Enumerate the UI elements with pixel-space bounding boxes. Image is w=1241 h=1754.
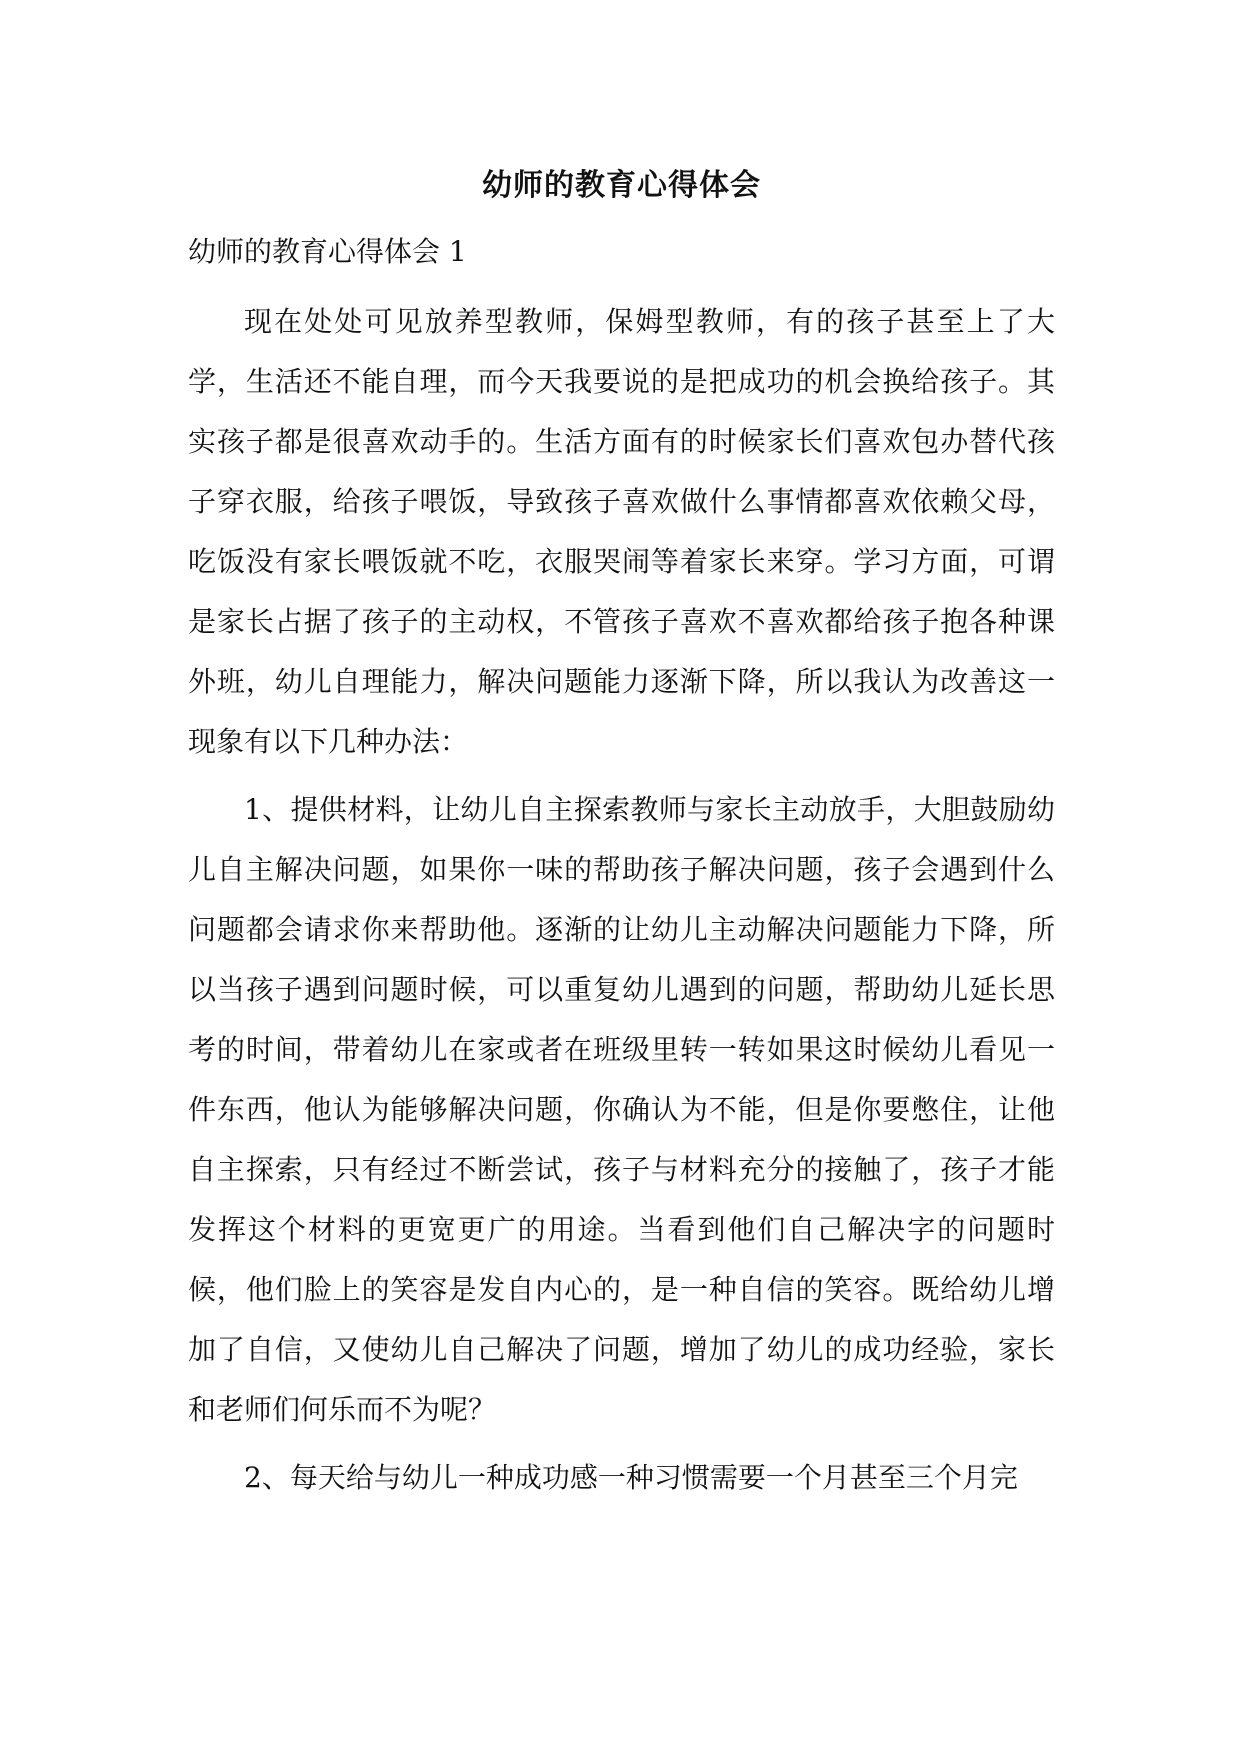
paragraph-point-1: 1、提供材料，让幼儿自主探索教师与家长主动放手，大胆鼓励幼儿自主解决问题，如果你一味的帮助孩子解决问题，孩子会遇到什么问题都会请求你来帮助他。逐渐的让幼儿主动解决问题能力下降，所以当孩子遇到问题时候，可以重复幼儿遇到的问题，帮助幼儿延长思考的时间，带着幼儿在家或者在班级里转一转如果这时候幼儿看见一件东西，他认为能够解决问题，你确认为不能，但是你要憋住，让他自主探索，只有经过不断尝试，孩子与材料充分的接触了，孩子才能发挥这个材料的更宽更广的用途。当看到他们自己解决字的问题时候，他们脸上的笑容是发自内心的，是一种自信的笑容。既给幼儿增加了自信，又使幼儿自己解决了问题，增加了幼儿的成功经验，家长和老师们何乐而不为呢？ [188, 793, 1055, 1426]
document-title: 幼师的教育心得体会 [482, 168, 761, 203]
section-heading: 幼师的教育心得体会 1 [188, 235, 467, 268]
paragraph-point-2: 2、每天给与幼儿一种成功感一种习惯需要一个月甚至三个月完 [244, 1461, 1018, 1494]
paragraph-intro: 现在处处可见放养型教师，保姆型教师，有的孩子甚至上了大学，生活还不能自理，而今天我要说的是把成功的机会换给孩子。其实孩子都是很喜欢动手的。生活方面有的时候家长们喜欢包办替代孩子穿衣服，给孩子喂饭，导致孩子喜欢做什么事情都喜欢依赖父母，吃饭没有家长喂饭就不吃，衣服哭闹等着家长来穿。学习方面，可谓是家长占据了孩子的主动权，不管孩子喜欢不喜欢都给孩子抱各种课外班，幼儿自理能力，解决问题能力逐渐下降，所以我认为改善这一现象有以下几种办法： [188, 305, 1055, 758]
